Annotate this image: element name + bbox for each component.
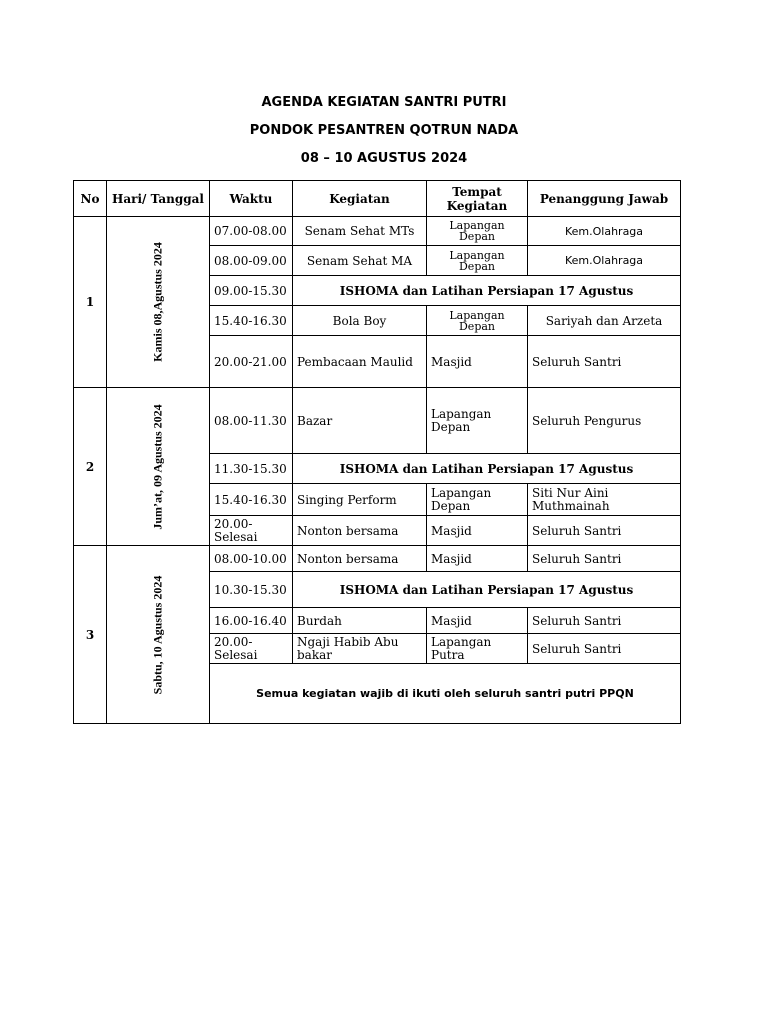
- table-row: [74, 217, 681, 246]
- day-date-label: Kamis 08,Agustus 2024: [150, 242, 165, 362]
- pj-cell: Seluruh Santri: [528, 608, 681, 634]
- waktu-cell: 20.00-Selesai: [210, 634, 293, 664]
- pj-cell: Seluruh Santri: [528, 516, 681, 546]
- tempat-cell: Lapangan Depan: [427, 388, 528, 454]
- waktu-cell: 15.40-16.30: [210, 306, 293, 336]
- tempat-cell: Lapangan Depan: [427, 217, 528, 246]
- kegiatan-cell: Senam Sehat MA: [293, 246, 427, 276]
- agenda-table: [73, 180, 681, 724]
- waktu-cell: 20.00-Selesai: [210, 516, 293, 546]
- kegiatan-cell: Senam Sehat MTs: [293, 217, 427, 246]
- pj-cell: Sariyah dan Arzeta: [528, 306, 681, 336]
- pj-cell: Kem.Olahraga: [528, 246, 681, 276]
- header-penanggung-jawab: Penanggung Jawab: [528, 181, 681, 217]
- day-date-cell: [107, 217, 210, 388]
- kegiatan-cell: Bazar: [293, 388, 427, 454]
- title-line-3: 08 – 10 AGUSTUS 2024: [300, 151, 468, 166]
- day-date-label: Sabtu, 10 Agustus 2024: [150, 575, 165, 694]
- pj-cell: Seluruh Pengurus: [528, 388, 681, 454]
- header-no: No: [74, 181, 107, 217]
- pj-cell: Seluruh Santri: [528, 634, 681, 664]
- tempat-cell: Masjid: [427, 546, 528, 572]
- header-tempat: Tempat Kegiatan: [427, 181, 528, 217]
- day-date-cell: [107, 546, 210, 724]
- waktu-cell: 20.00-21.00: [210, 336, 293, 388]
- ishoma-span-cell: ISHOMA dan Latihan Persiapan 17 Agustus: [293, 454, 681, 484]
- kegiatan-cell: Nonton bersama: [293, 516, 427, 546]
- kegiatan-cell: Pembacaan Maulid: [293, 336, 427, 388]
- kegiatan-cell: Ngaji Habib Abu bakar: [293, 634, 427, 664]
- waktu-cell: 16.00-16.40: [210, 608, 293, 634]
- tempat-cell: Masjid: [427, 516, 528, 546]
- tempat-cell: Lapangan Depan: [427, 246, 528, 276]
- kegiatan-cell: Singing Perform: [293, 484, 427, 516]
- waktu-cell: 15.40-16.30: [210, 484, 293, 516]
- row-number: 2: [74, 388, 107, 546]
- table-header-row: [74, 181, 681, 217]
- ishoma-span-cell: ISHOMA dan Latihan Persiapan 17 Agustus: [293, 572, 681, 608]
- header-waktu: Waktu: [210, 181, 293, 217]
- header-kegiatan: Kegiatan: [293, 181, 427, 217]
- header-hari-tanggal: Hari/ Tanggal: [107, 181, 210, 217]
- tempat-cell: Lapangan Putra: [427, 634, 528, 664]
- tempat-cell: Masjid: [427, 608, 528, 634]
- title-line-1: AGENDA KEGIATAN SANTRI PUTRI: [261, 95, 507, 110]
- kegiatan-cell: Nonton bersama: [293, 546, 427, 572]
- pj-cell: Seluruh Santri: [528, 546, 681, 572]
- ishoma-span-cell: ISHOMA dan Latihan Persiapan 17 Agustus: [293, 276, 681, 306]
- waktu-cell: 08.00-09.00: [210, 246, 293, 276]
- table-row: [74, 546, 681, 572]
- kegiatan-cell: Burdah: [293, 608, 427, 634]
- waktu-cell: 08.00-11.30: [210, 388, 293, 454]
- waktu-cell: 07.00-08.00: [210, 217, 293, 246]
- waktu-cell: 11.30-15.30: [210, 454, 293, 484]
- tempat-cell: Lapangan Depan: [427, 306, 528, 336]
- row-number: 3: [74, 546, 107, 724]
- footer-note: Semua kegiatan wajib di ikuti oleh seluruh santri putri PPQN: [210, 664, 681, 724]
- document-header: [0, 92, 768, 176]
- pj-cell: Siti Nur Aini Muthmainah: [528, 484, 681, 516]
- waktu-cell: 08.00-10.00: [210, 546, 293, 572]
- tempat-cell: Lapangan Depan: [427, 484, 528, 516]
- day-date-label: Jum’at, 09 Agustus 2024: [150, 403, 165, 530]
- pj-cell: Kem.Olahraga: [528, 217, 681, 246]
- table-row: [74, 388, 681, 454]
- kegiatan-cell: Bola Boy: [293, 306, 427, 336]
- row-number: 1: [74, 217, 107, 388]
- waktu-cell: 09.00-15.30: [210, 276, 293, 306]
- day-date-cell: [107, 388, 210, 546]
- title-line-2: PONDOK PESANTREN QOTRUN NADA: [249, 123, 519, 138]
- tempat-cell: Masjid: [427, 336, 528, 388]
- pj-cell: Seluruh Santri: [528, 336, 681, 388]
- waktu-cell: 10.30-15.30: [210, 572, 293, 608]
